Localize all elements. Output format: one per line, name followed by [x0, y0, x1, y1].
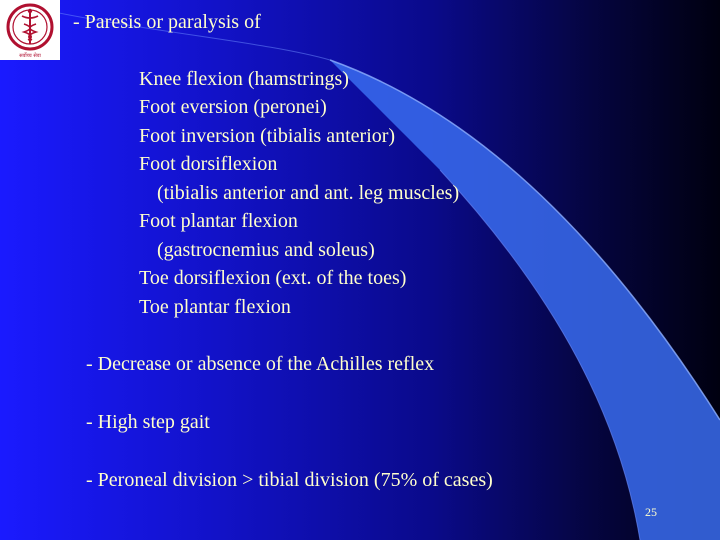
list-item: Foot plantar flexion: [139, 210, 298, 232]
list-item-detail: (gastrocnemius and soleus): [157, 239, 375, 261]
list-item-detail: (tibialis anterior and ant. leg muscles): [157, 182, 460, 204]
bullet-high-step-gait: - High step gait: [86, 411, 210, 433]
list-item: Toe dorsiflexion (ext. of the toes): [139, 267, 407, 289]
list-item: Foot eversion (peronei): [139, 96, 327, 118]
caduceus-emblem-icon: [0, 0, 60, 60]
heading-paresis: - Paresis or paralysis of: [73, 11, 261, 33]
svg-text:सर्वोच्च सेवा: सर्वोच्च सेवा: [19, 53, 41, 59]
list-item: Toe plantar flexion: [139, 296, 291, 318]
list-item: Foot inversion (tibialis anterior): [139, 125, 396, 147]
bullet-achilles-reflex: - Decrease or absence of the Achilles reflex: [86, 353, 435, 375]
list-item: Knee flexion (hamstrings): [139, 68, 349, 90]
institution-logo: [0, 0, 60, 60]
list-item: Foot dorsiflexion: [139, 153, 278, 175]
bullet-peroneal-division: - Peroneal division > tibial division (75% of cases): [86, 469, 493, 491]
slide-number: 25: [645, 505, 657, 519]
